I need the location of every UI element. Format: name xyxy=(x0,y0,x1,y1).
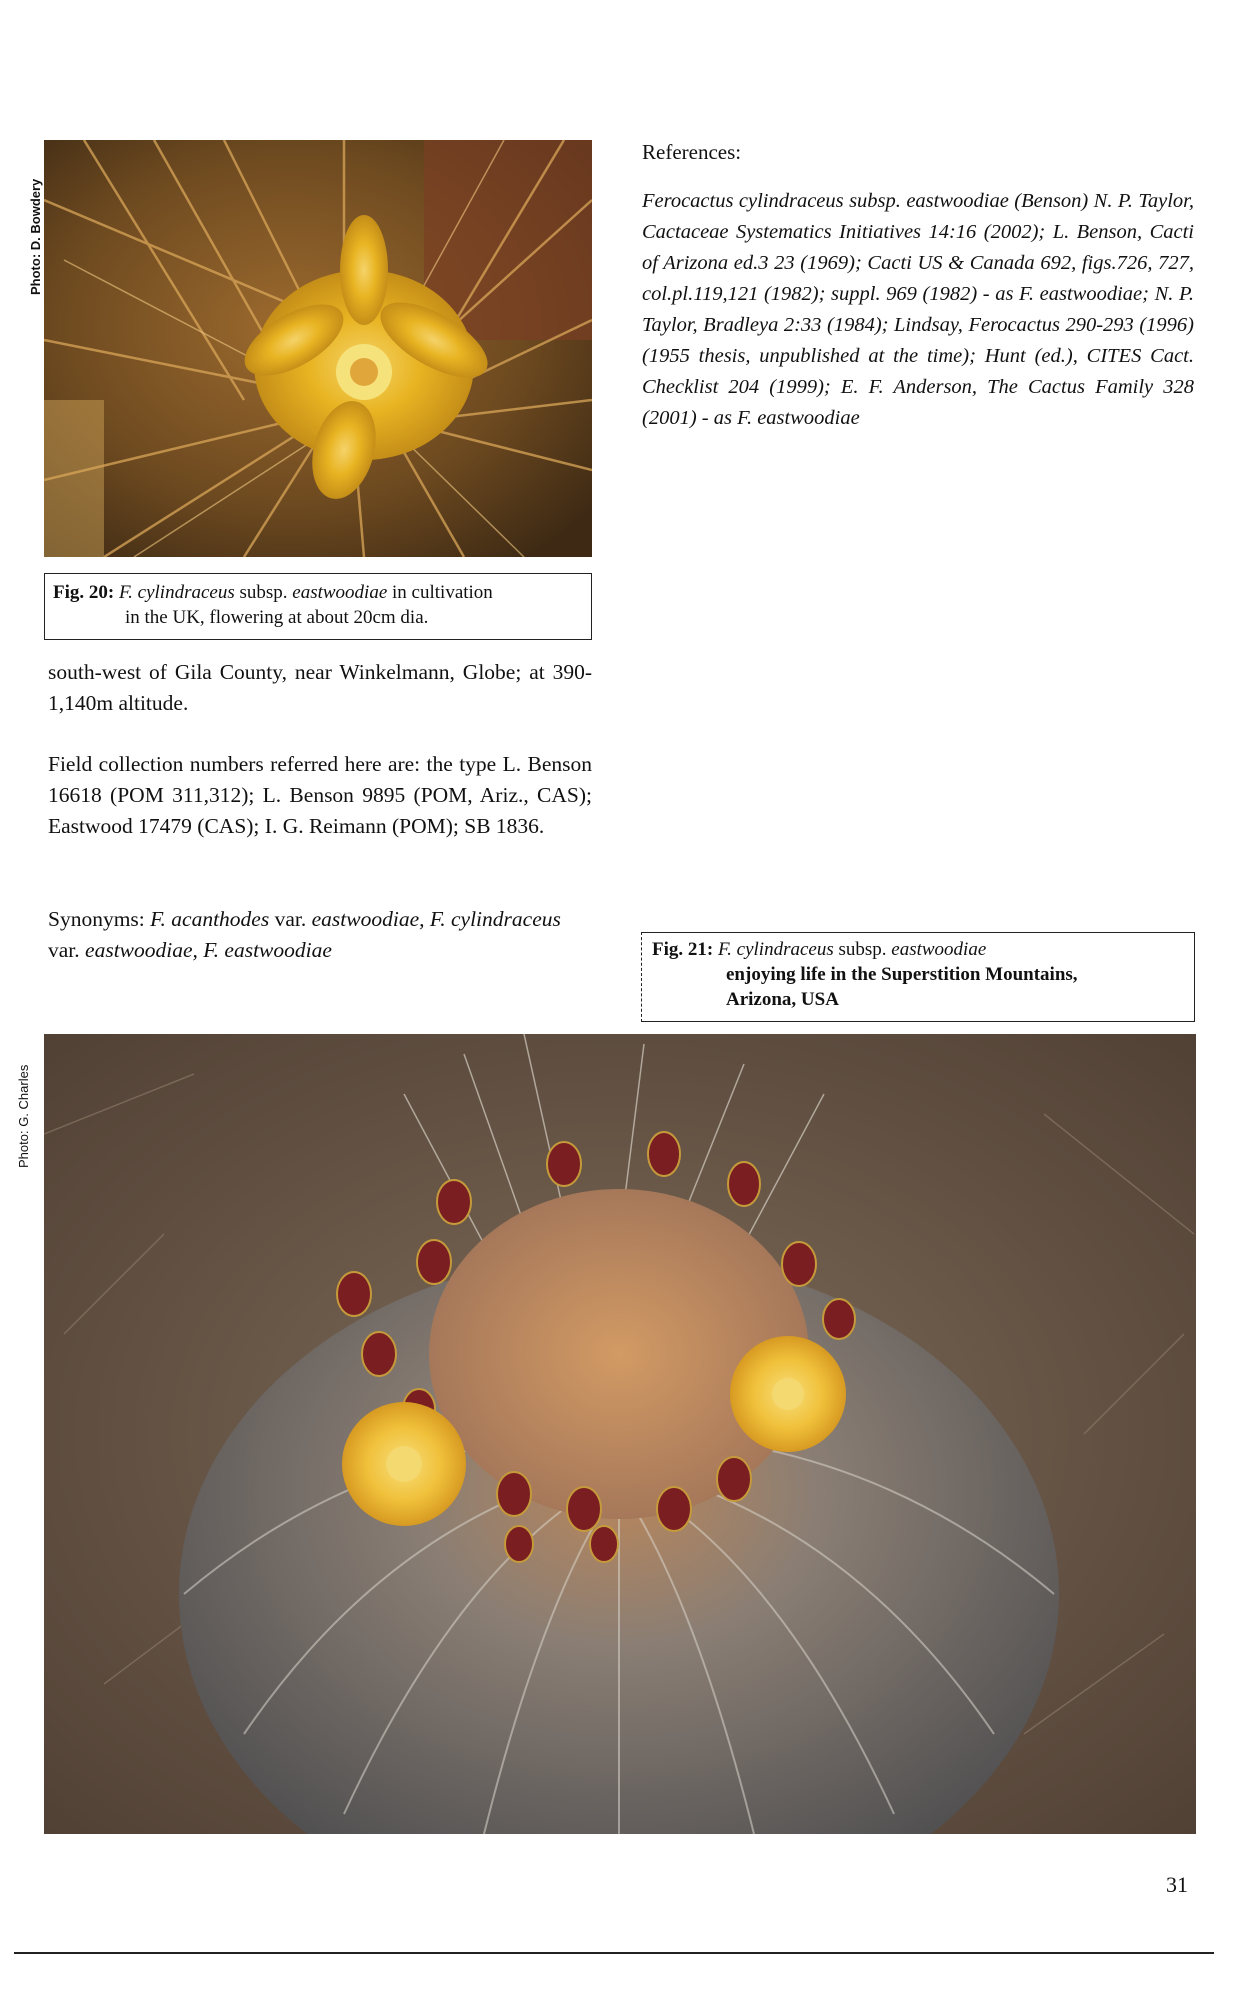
body-paragraph-field-numbers: Field collection numbers referred here are: the type L. Benson 16618 (POM 311,312); L. Benson 9895 (POM, Ariz., CAS); Eastwood 17479 (CAS); I. G. Reimann (POM); SB 1836. xyxy=(48,752,592,838)
references-text: Ferocactus cylindraceus subsp. eastwoodiae (Benson) N. P. Taylor, Cactaceae Systematics Initiatives 14:16 (2002); L. Benson, Cacti of Arizona ed.3 23 (1969); Cacti US & Canada 692, figs.726, 727, col.pl.119,121 (1982); suppl. 969 (1982) - as F. eastwoodiae; N. P. Taylor, Bradleya 2:33 (1984); Lindsay, Ferocactus 290-293 (1996) (1955 thesis, unpublished at the time); Hunt (ed.), CITES Cact. Checklist 204 (1999); E. F. Anderson, The Cactus Family 328 (2001) - as F. eastwoodiae xyxy=(642,190,1194,429)
syn1-species: acanthodes xyxy=(171,907,270,931)
syn3-genus: F. xyxy=(203,938,220,962)
synonyms-label: Synonyms: xyxy=(48,907,145,931)
syn3-taxon: eastwoodiae xyxy=(224,938,332,962)
fig21-caption xyxy=(641,932,1195,1022)
fig21-line3: Arizona, USA xyxy=(726,989,839,1010)
page-number: 31 xyxy=(1166,1872,1188,1897)
syn2-rank: var. xyxy=(48,938,80,962)
fig20-line1-rest: in cultivation xyxy=(392,582,493,603)
flower-right xyxy=(730,1336,846,1452)
fig21-taxon: eastwoodiae xyxy=(891,939,987,960)
syn2-species: cylindraceus xyxy=(451,907,561,931)
fig21-species: cylindraceus xyxy=(736,939,834,960)
fig21-genus: F. xyxy=(717,939,732,960)
syn1-genus: F. xyxy=(150,907,166,931)
fig20-genus: F. xyxy=(118,582,133,603)
body-paragraph-locality: south-west of Gila County, near Winkelmann, Globe; at 390-1,140m altitude. xyxy=(48,660,592,715)
photo-credit-2: Photo: G. Charles xyxy=(16,1064,31,1168)
photo-credit-1: Photo: D. Bowdery xyxy=(28,178,43,295)
references-heading: References: xyxy=(642,140,742,164)
syn2-taxon: eastwoodiae, xyxy=(85,938,198,962)
fig20-line2: in the UK, flowering at about 20cm dia. xyxy=(125,607,429,628)
fig20-species: cylindraceus xyxy=(137,582,235,603)
syn1-taxon: eastwoodiae, xyxy=(311,907,425,931)
fig20-subsp: subsp. xyxy=(239,582,288,603)
fig21-line2: enjoying life in the Superstition Mountains, xyxy=(726,964,1078,985)
barrel-cactus-photo xyxy=(44,1034,1196,1834)
fig20-caption xyxy=(44,573,592,640)
body-paragraph-synonyms xyxy=(48,904,592,966)
footer-rule xyxy=(14,1952,1214,1954)
cactus-flower-photo xyxy=(44,140,592,557)
fig21-label: Fig. 21: xyxy=(652,939,714,960)
flower-left xyxy=(342,1402,466,1526)
syn1-rank: var. xyxy=(274,907,307,931)
syn2-genus: F. xyxy=(429,907,446,931)
fig20-taxon: eastwoodiae xyxy=(292,582,388,603)
fig21-subsp: subsp. xyxy=(838,939,887,960)
fig20-label: Fig. 20: xyxy=(53,582,115,603)
